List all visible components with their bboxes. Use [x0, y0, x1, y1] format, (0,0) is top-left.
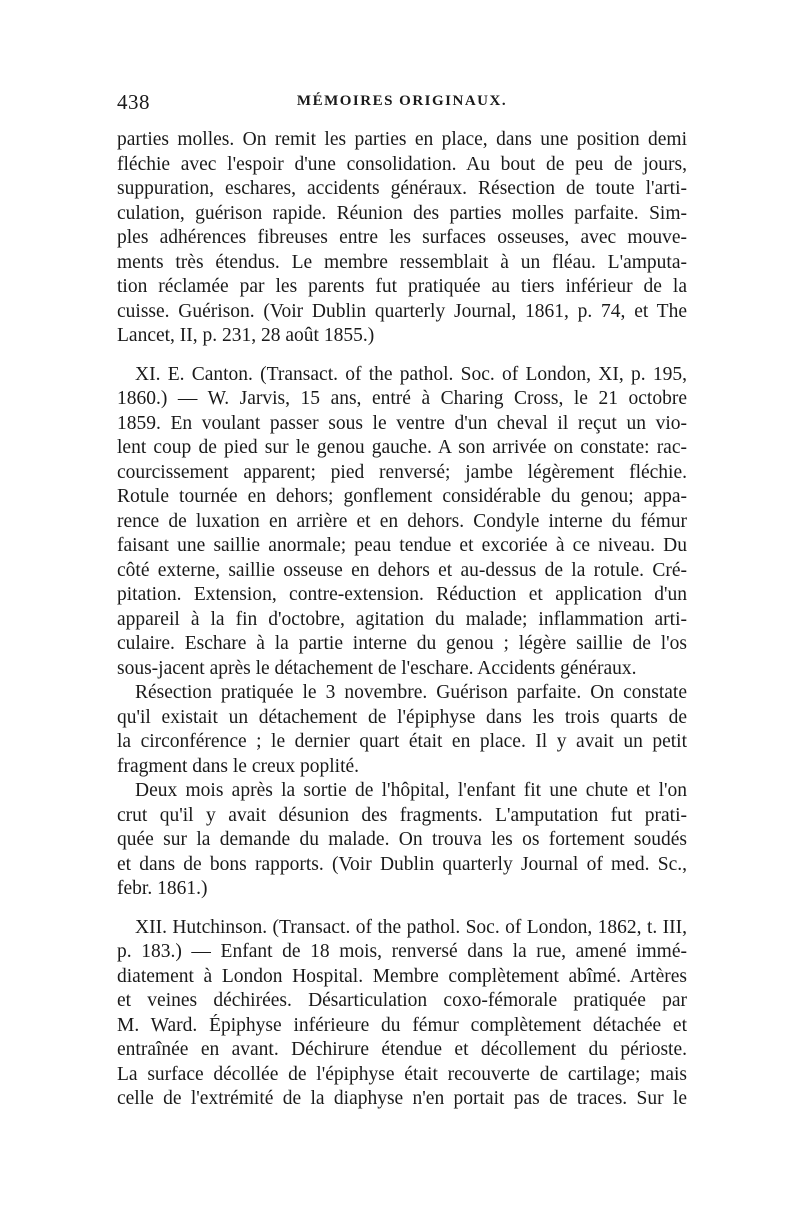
text-line: et dans de bons rapports. (Voir Dublin quarterly Journal of med. Sc., [117, 853, 687, 875]
text-line: fragment dans le creux poplité. [117, 755, 360, 777]
paragraph [117, 128, 687, 349]
text-line: La surface décollée de l'épiphyse était recouverte de cartilage; mais [117, 1063, 687, 1085]
text-line: 1860.) — W. Jarvis, 15 ans, entré à Charing Cross, le 21 octobre [117, 388, 687, 409]
running-head: MÉMOIRES ORIGINAUX. [296, 93, 508, 109]
text-line: ples adhérences fibreuses entre les surfaces osseuses, avec mouve- [117, 227, 687, 248]
text-line: la circonférence ; le dernier quart était en place. Il y avait un petit [117, 731, 687, 752]
text-line: courcissement apparent; pied renversé; jambe légèrement fléchie. [117, 461, 687, 483]
text-line: XII. Hutchinson. (Transact. of the pathol. Soc. of London, 1862, t. III, [135, 916, 687, 938]
text-line: Deux mois après la sortie de l'hôpital, l'enfant fit une chute et l'on [135, 780, 687, 801]
text-line: ments très étendus. Le membre ressemblait à un fléau. L'amputa- [117, 251, 687, 273]
text-line: culaire. Eschare à la partie interne du genou ; légère saillie de l'os [117, 633, 687, 654]
text-line: suppuration, eschares, accidents généraux. Résection de toute l'arti- [117, 178, 687, 199]
text-line: appareil à la fin d'octobre, agitation du malade; inflammation arti- [117, 608, 687, 630]
text-line: M. Ward. Épiphyse inférieure du fémur complètement détachée et [117, 1014, 687, 1036]
text-line: parties molles. On remit les parties en place, dans une position demi [117, 129, 687, 150]
text-line: p. 183.) — Enfant de 18 mois, renversé dans la rue, amené immé- [117, 941, 687, 962]
text-line: sous-jacent après le détachement de l'eschare. Accidents généraux. [117, 657, 637, 679]
text-line: 1859. En voulant passer sous le ventre d'un cheval il reçut un vio- [117, 412, 687, 434]
text-line: tion réclamée par les parents fut pratiquée au tiers inférieur de la [117, 276, 687, 297]
text-line: XI. E. Canton. (Transact. of the pathol. Soc. of London, XI, p. 195, [135, 363, 687, 385]
text-line: Rotule tournée en dehors; gonflement considérable du genou; appa- [117, 486, 687, 507]
text-line: culation, guérison rapide. Réunion des parties molles parfaite. Sim- [117, 202, 687, 224]
text-line: côté externe, saillie osseuse en dehors et au-dessus de la rotule. Cré- [117, 559, 687, 581]
page-number: 438 [117, 90, 150, 114]
text-line: rence de luxation en arrière et en dehors. Condyle interne du fémur [117, 510, 687, 532]
body-text [117, 128, 687, 1112]
paragraph [117, 681, 687, 779]
text-line: crut qu'il y avait désunion des fragments. L'amputation fut prati- [117, 804, 687, 826]
text-line: celle de l'extrémité de la diaphyse n'en portait pas de traces. Sur le [117, 1088, 687, 1109]
text-line: entraînée en avant. Déchirure étendue et décollement du périoste. [117, 1039, 687, 1060]
paragraph [117, 779, 687, 902]
text-line: Lancet, II, p. 231, 28 août 1855.) [117, 325, 375, 346]
paragraph [117, 363, 687, 682]
text-line: lent coup de pied sur le genou gauche. A son arrivée on constate: rac- [117, 437, 687, 458]
text-line: qu'il existait un détachement de l'épiphyse dans les trois quarts de [117, 706, 687, 728]
text-line: diatement à London Hospital. Membre complètement abîmé. Artères [117, 965, 687, 987]
text-line: fléchie avec l'espoir d'une consolidation. Au bout de peu de jours, [117, 153, 687, 175]
text-line: cuisse. Guérison. (Voir Dublin quarterly Journal, 1861, p. 74, et The [117, 300, 687, 322]
text-line: pitation. Extension, contre-extension. Réduction et application d'un [117, 584, 687, 605]
text-line: quée sur la demande du malade. On trouva les os fortement soudés [117, 829, 687, 850]
text-line: febr. 1861.) [117, 878, 208, 899]
text-line: et veines déchirées. Désarticulation coxo-fémorale pratiquée par [117, 990, 687, 1011]
paragraph [117, 916, 687, 1112]
text-line: Résection pratiquée le 3 novembre. Guérison parfaite. On constate [135, 682, 687, 703]
page-header [117, 90, 687, 120]
text-line: faisant une saillie anormale; peau tendue et excoriée à ce niveau. Du [117, 535, 687, 556]
